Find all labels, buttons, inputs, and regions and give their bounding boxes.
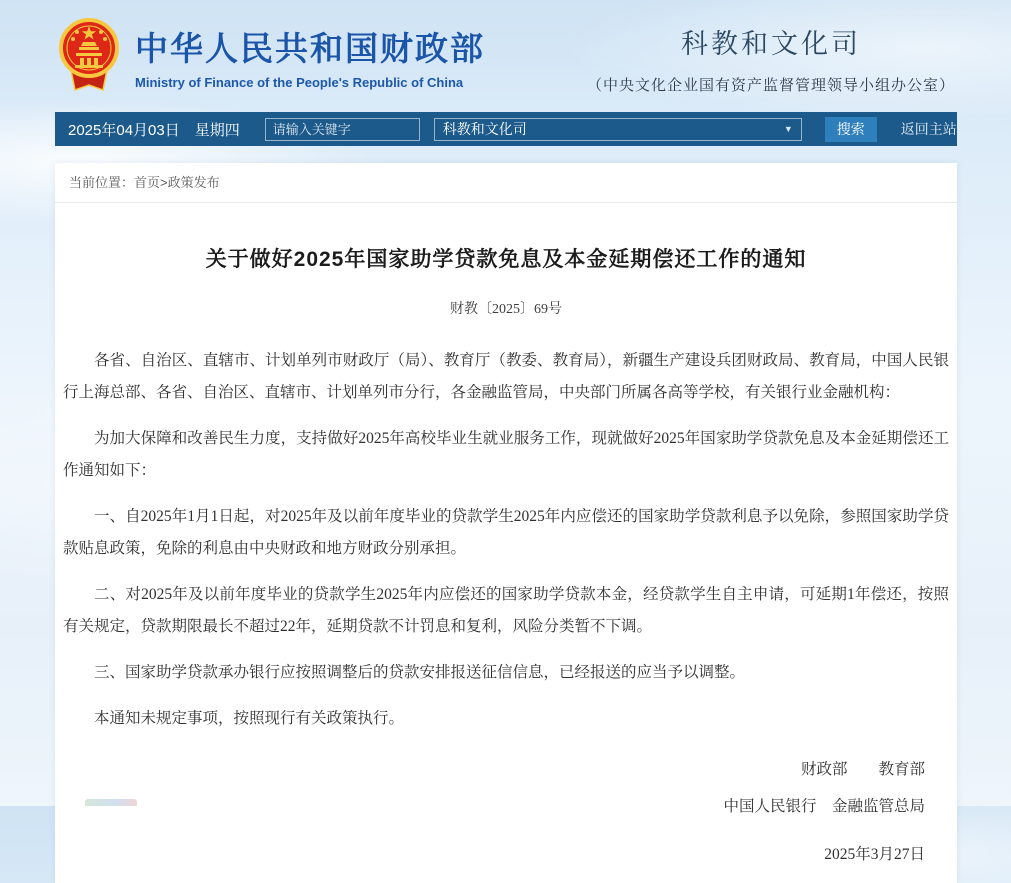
signature-line: 财政部 教育部 xyxy=(800,761,925,778)
department-select-value: 科教和文化司 xyxy=(442,121,527,137)
search-input[interactable] xyxy=(265,118,420,141)
current-date: 2025年04月03日 星期四 xyxy=(68,121,240,139)
article-body xyxy=(63,345,949,735)
breadcrumb xyxy=(55,163,957,203)
page-title: 关于做好2025年国家助学贷款免息及本金延期偿还工作的通知 xyxy=(205,248,807,271)
document-number: 财教〔2025〕69号 xyxy=(450,302,562,317)
ministry-brand xyxy=(55,16,485,96)
content-panel xyxy=(55,163,957,883)
paragraph-closing: 本通知未规定事项，按照现行有关政策执行。 xyxy=(94,710,405,727)
return-home-link[interactable]: 返回主站 xyxy=(900,121,957,137)
paragraph-item-1: 一、自2025年1月1日起，对2025年及以前年度毕业的贷款学生2025年内应偿还的国家助学贷款利息予以免除，参照国家助学贷款贴息政策，免除的利息由中央财政和地方财政分别承担。 xyxy=(63,508,949,557)
page-content-column xyxy=(55,0,957,883)
notice-article xyxy=(55,243,957,883)
org-name-cn: 中华人民共和国财政部 xyxy=(135,29,485,67)
department-select[interactable] xyxy=(434,118,802,141)
china-national-emblem-icon xyxy=(55,18,123,96)
search-button[interactable]: 搜索 xyxy=(825,117,877,142)
chevron-down-icon: ▼ xyxy=(783,124,793,134)
signature-date: 2025年3月27日 xyxy=(824,846,925,863)
breadcrumb-path[interactable]: 首页>政策发布 xyxy=(134,175,220,190)
paragraph-item-3: 三、国家助学贷款承办银行应按照调整后的贷款安排报送征信信息，已经报送的应当予以调整。 xyxy=(94,664,746,681)
cutoff-content-fragment xyxy=(85,799,137,806)
paragraph-intro: 为加大保障和改善民生力度，支持做好2025年高校毕业生就业服务工作，现就做好2025年国家助学贷款免息及本金延期偿还工作通知如下： xyxy=(63,430,949,479)
site-header xyxy=(55,0,957,112)
department-name: 科教和文化司 xyxy=(680,28,861,59)
signature-block xyxy=(63,751,949,873)
department-subtitle: （中央文化企业国有资产监督管理领导小组办公室） xyxy=(586,76,955,94)
navbar xyxy=(55,112,957,146)
paragraph-addressees: 各省、自治区、直辖市、计划单列市财政厅（局）、教育厅（教委、教育局），新疆生产建设兵团财政局、教育局，中国人民银行上海总部、各省、自治区、直辖市、计划单列市分行，各金融监管局，中央部门所属各高等学校，有关银行业金融机构： xyxy=(63,352,949,401)
department-block xyxy=(587,22,957,95)
brand-text xyxy=(135,23,485,90)
org-name-en: Ministry of Finance of the People's Republic of China xyxy=(135,74,464,90)
signature-line: 中国人民银行 金融监管总局 xyxy=(723,798,925,815)
breadcrumb-label: 当前位置： xyxy=(69,175,135,190)
paragraph-item-2: 二、对2025年及以前年度毕业的贷款学生2025年内应偿还的国家助学贷款本金，经贷款学生自主申请，可延期1年偿还，按照有关规定，贷款期限最长不超过22年，延期贷款不计罚息和复利，风险分类暂不下调。 xyxy=(63,586,949,635)
